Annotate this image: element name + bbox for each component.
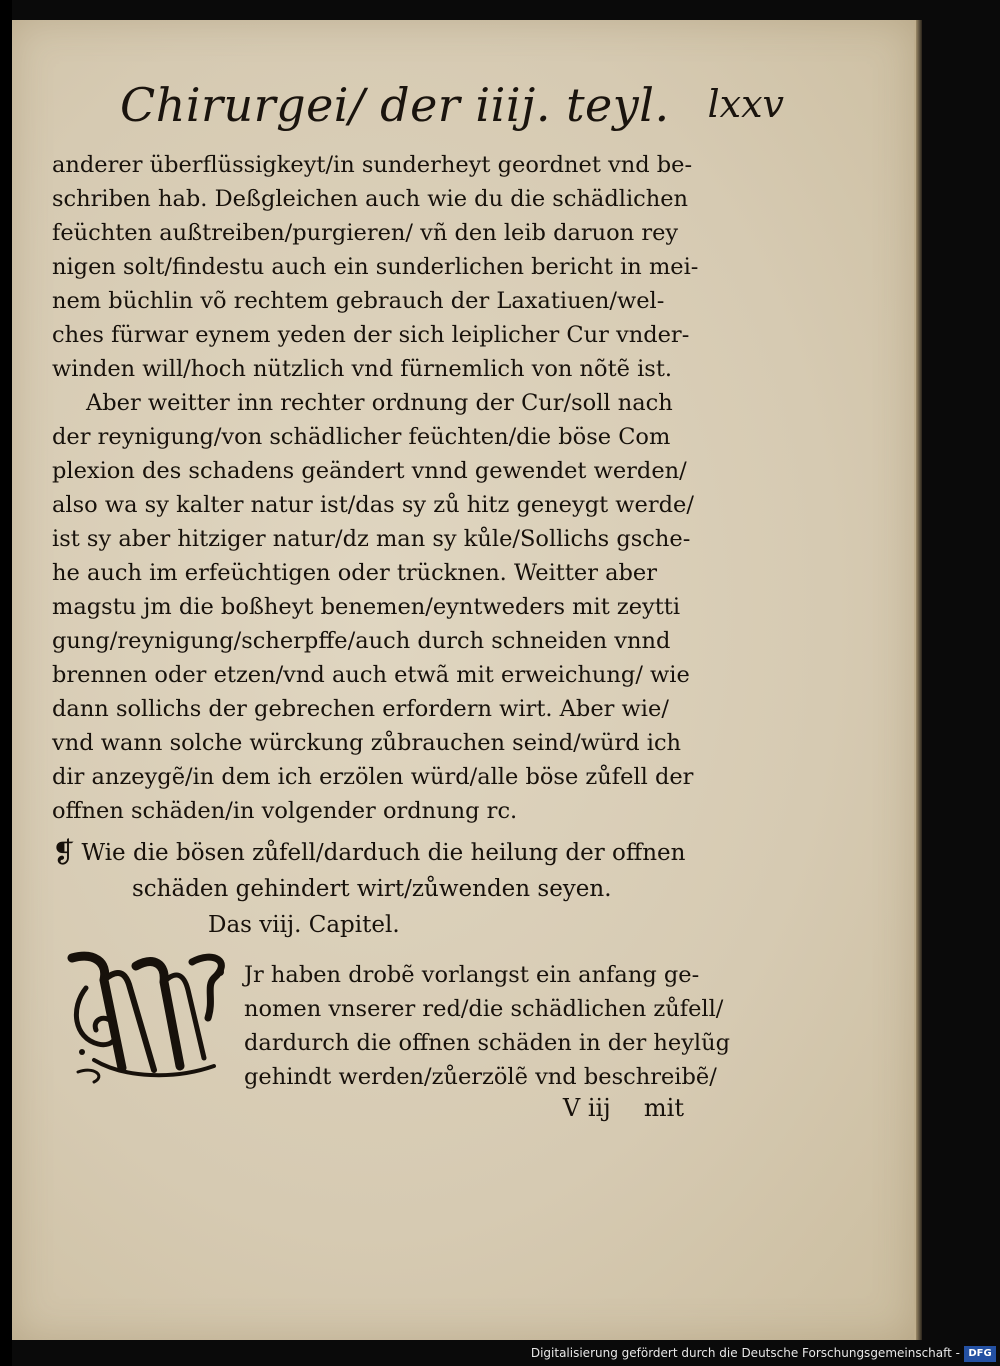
scan-frame-edge bbox=[0, 0, 12, 1366]
text-line: feüchten außtreiben/purgieren/ vñ den leib daruon rey bbox=[52, 220, 679, 246]
running-title: Chirurgei/ der iiij. teyl. bbox=[120, 78, 670, 132]
main-text-block bbox=[52, 148, 792, 944]
text-line: brennen oder etzen/vnd auch etwã mit erweichung/ wie bbox=[52, 662, 690, 688]
text-line: nomen vnserer red/die schädlichen zůfell/ bbox=[244, 996, 724, 1022]
chapter-heading-line-1: Wie die bösen zůfell/darduch die heilung der offnen bbox=[81, 840, 686, 866]
text-line: nigen solt/findestu auch ein sunderlichen bericht in mei- bbox=[52, 254, 699, 280]
chapter-number: Das viij. Capitel. bbox=[208, 912, 400, 938]
page-edge-shadow bbox=[916, 20, 922, 1340]
pilcrow-icon: ❡ bbox=[52, 836, 76, 869]
chapter-text-block bbox=[244, 958, 804, 1094]
text-line: gehindt werden/zůerzölẽ vnd beschreibẽ/ bbox=[244, 1064, 717, 1090]
text-line: Aber weitter inn rechter ordnung der Cur/soll nach bbox=[86, 390, 673, 416]
text-line: ist sy aber hitziger natur/dz man sy kůle/Sollichs gsche- bbox=[52, 526, 691, 552]
text-line: plexion des schadens geändert vnnd gewendet werden/ bbox=[52, 458, 687, 484]
text-line: also wa sy kalter natur ist/das sy zů hitz geneygt werde/ bbox=[52, 492, 694, 518]
running-head bbox=[120, 78, 784, 158]
text-line: schriben hab. Deßgleichen auch wie du die schädlichen bbox=[52, 186, 689, 212]
decorated-initial bbox=[64, 948, 239, 1088]
text-line: magstu jm die boßheyt benemen/eyntweders mit zeytti bbox=[52, 594, 681, 620]
chapter-heading-line-2: schäden gehindert wirt/zůwenden seyen. bbox=[132, 876, 612, 902]
chapter-heading bbox=[52, 836, 792, 872]
text-line: dir anzeygẽ/in dem ich erzölen würd/alle böse zůfell der bbox=[52, 764, 694, 790]
digitization-credit: Digitalisierung gefördert durch die Deutsche Forschungsgemeinschaft - bbox=[530, 1346, 960, 1360]
decorated-initial-w-icon bbox=[64, 948, 239, 1088]
text-line: gung/reynigung/scherpffe/auch durch schneiden vnnd bbox=[52, 628, 671, 654]
book-page bbox=[12, 20, 918, 1340]
text-line: Jr haben drobẽ vorlangst ein anfang ge- bbox=[244, 962, 700, 988]
text-line: winden will/hoch nützlich vnd fürnemlich von nõtẽ ist. bbox=[52, 356, 673, 382]
text-line: he auch im erfeüchtigen oder trücknen. Weitter aber bbox=[52, 560, 657, 586]
signature-catchword bbox=[563, 1094, 684, 1122]
text-line: vnd wann solche würckung zůbrauchen seind/würd ich bbox=[52, 730, 682, 756]
text-line: dardurch die offnen schäden in der heylũg bbox=[244, 1030, 731, 1056]
catchword: mit bbox=[643, 1094, 684, 1122]
dfg-logo: DFG bbox=[964, 1346, 996, 1362]
text-line: ches fürwar eynem yeden der sich leiplicher Cur vnder- bbox=[52, 322, 690, 348]
text-line: der reynigung/von schädlicher feüchten/die böse Com bbox=[52, 424, 671, 450]
signature-mark: V iij bbox=[562, 1094, 611, 1122]
folio-number: lxxv bbox=[707, 82, 784, 126]
text-line: dann sollichs der gebrechen erfordern wirt. Aber wie/ bbox=[52, 696, 669, 722]
text-line: anderer überflüssigkeyt/in sunderheyt geordnet vnd be- bbox=[52, 152, 693, 178]
text-line: offnen schäden/in volgender ordnung rc. bbox=[52, 798, 518, 824]
text-line: nem büchlin võ rechtem gebrauch der Laxatiuen/wel- bbox=[52, 288, 665, 314]
